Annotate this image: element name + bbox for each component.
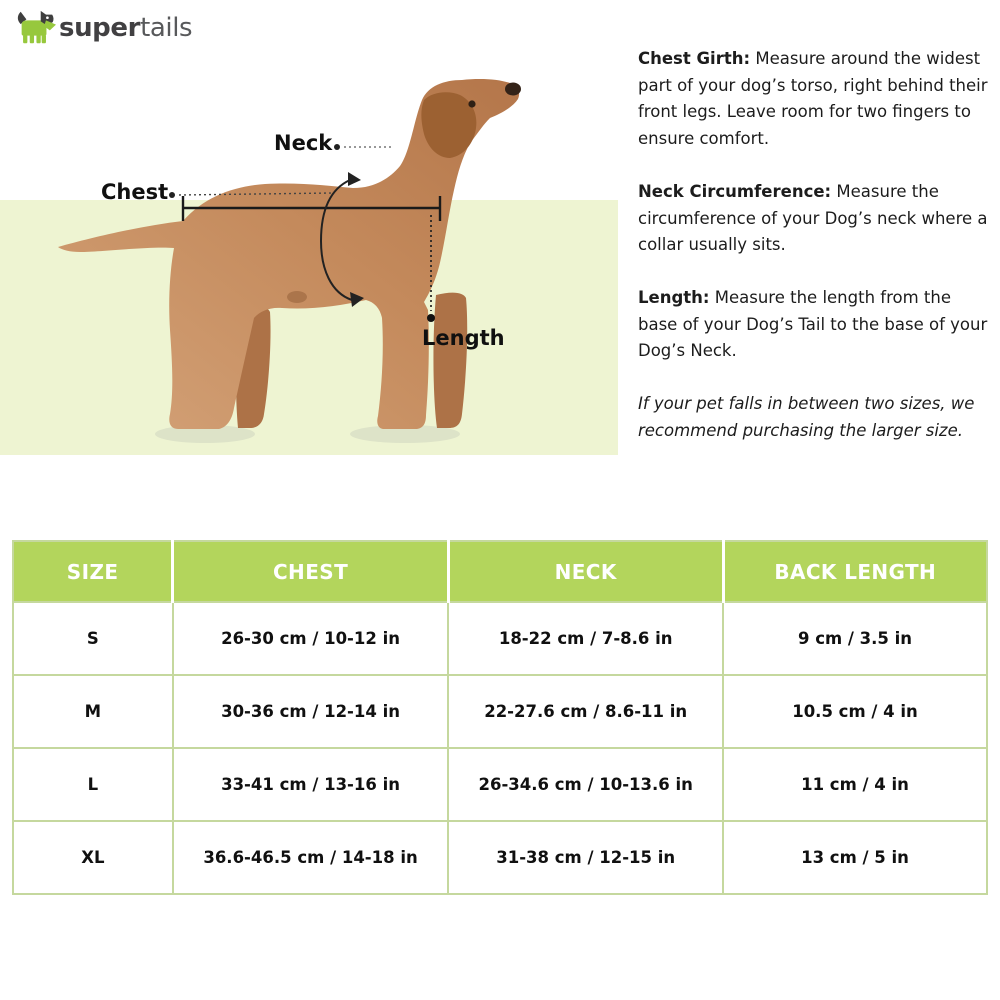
size-cell: M [13, 675, 173, 748]
size-cell: L [13, 748, 173, 821]
supertails-logo [14, 8, 192, 48]
size-table [12, 540, 988, 895]
back-length-cell: 11 cm / 4 in [723, 748, 987, 821]
dog-eye [468, 100, 475, 107]
neck-cell: 18-22 cm / 7-8.6 in [448, 602, 723, 675]
brand-light-text: tails [140, 13, 193, 43]
chest-cell: 33-41 cm / 13-16 in [173, 748, 449, 821]
neck-leader-dot [334, 144, 340, 150]
measurement-instructions [638, 46, 990, 471]
chest-girth-paragraph [638, 46, 990, 153]
length-label: Length [422, 326, 505, 350]
back-length-cell: 13 cm / 5 in [723, 821, 987, 894]
header-neck: NECK [448, 541, 723, 602]
neck-circumference-title: Neck Circumference: [638, 181, 832, 201]
header-size: SIZE [13, 541, 173, 602]
chest-cell: 36.6-46.5 cm / 14-18 in [173, 821, 449, 894]
chest-cell: 30-36 cm / 12-14 in [173, 675, 449, 748]
chest-girth-title: Chest Girth: [638, 49, 751, 68]
table-row [13, 602, 987, 675]
table-row [13, 675, 987, 748]
header-back-length: BACK LENGTH [723, 541, 987, 602]
neck-label: Neck [274, 131, 333, 155]
back-length-cell: 9 cm / 3.5 in [723, 602, 987, 675]
dog-measurement-diagram [0, 60, 640, 470]
length-title: Length: [638, 288, 710, 308]
size-table-section [12, 540, 988, 895]
length-paragraph [638, 285, 990, 365]
neck-circumference-text: Measure the circumference of your Dog’s neck where a collar usually sits. [638, 181, 988, 255]
table-row [13, 821, 987, 894]
dog-far-front-leg [433, 293, 467, 428]
belly-shading [287, 291, 307, 303]
neck-cell: 31-38 cm / 12-15 in [448, 821, 723, 894]
neck-circumference-paragraph [638, 179, 990, 259]
supertails-wordmark [59, 8, 192, 48]
brand-bold-text: super [59, 13, 141, 43]
dog-nose [505, 83, 521, 96]
size-cell: S [13, 602, 173, 675]
supertails-dog-icon [14, 8, 56, 48]
girth-arrow-top [348, 172, 361, 186]
chest-label: Chest [101, 180, 169, 204]
size-cell: XL [13, 821, 173, 894]
length-text: Measure the length from the base of your Dog’s Tail to the base of your Dog’s Neck. [638, 288, 988, 361]
table-header-row [13, 541, 987, 602]
sizing-note: If your pet falls in between two sizes, we recommend purchasing the larger size. [638, 394, 975, 440]
back-length-cell: 10.5 cm / 4 in [723, 675, 987, 748]
chest-cell: 26-30 cm / 10-12 in [173, 602, 449, 675]
chest-girth-text: Measure around the widest part of your dog’s torso, right behind their front legs. Leave room for two fingers to ensure comfort. [638, 49, 988, 149]
neck-cell: 26-34.6 cm / 10-13.6 in [448, 748, 723, 821]
table-row [13, 748, 987, 821]
header-chest: CHEST [173, 541, 449, 602]
chest-leader-dot [169, 192, 175, 198]
length-dot [427, 314, 435, 322]
neck-cell: 22-27.6 cm / 8.6-11 in [448, 675, 723, 748]
